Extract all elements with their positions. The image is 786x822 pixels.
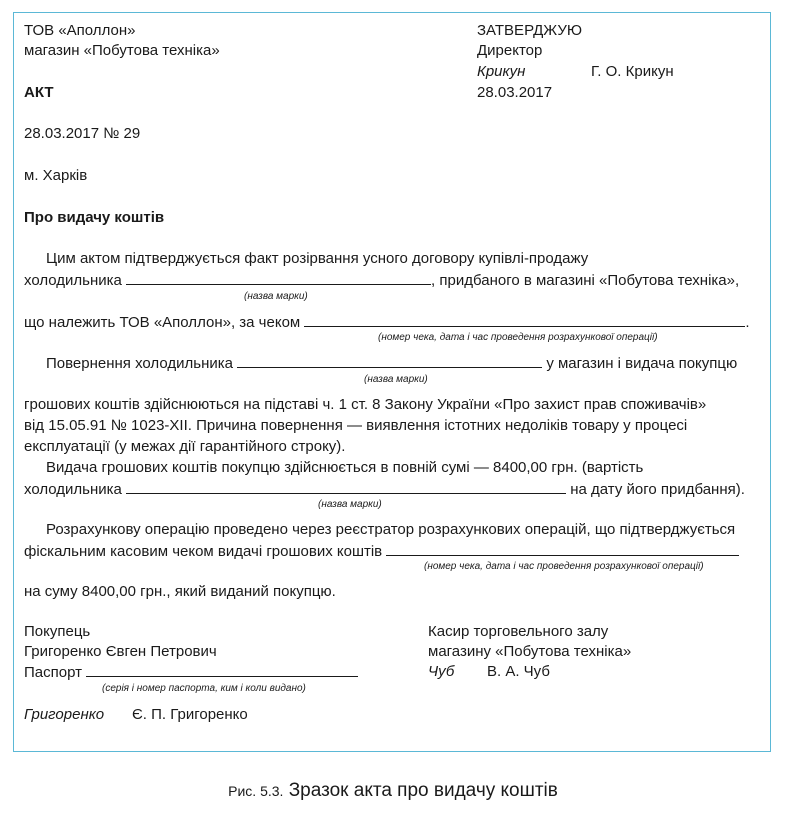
p2-line2: грошових коштів здійснюються на підставі ч. 1 ст. 8 Закону України «Про захист прав споживачів» — [24, 396, 707, 413]
cashier-signature: Чуб — [428, 663, 455, 680]
doc-date-number: 28.03.2017 № 29 — [24, 125, 141, 142]
p1-line1: Цим актом підтверджується факт розірвання усного договору купівлі-продажу — [46, 250, 589, 267]
shop-name: магазин «Побутова техніка» — [24, 42, 220, 59]
passport-label: Паспорт — [24, 664, 82, 681]
brand-blank — [126, 270, 431, 285]
hint-receipt-1: (номер чека, дата і час проведення розрахункової операції) — [378, 332, 658, 343]
cashier-short-name: В. А. Чуб — [487, 663, 550, 680]
approve-date: 28.03.2017 — [477, 84, 553, 101]
doc-type: АКТ — [24, 84, 54, 101]
p2-a: Повернення холодильника — [46, 355, 233, 372]
figure-title: Зразок акта про видачу коштів — [288, 780, 558, 801]
buyer-label: Покупець — [24, 623, 91, 640]
passport-line — [24, 662, 358, 682]
figure-number: Рис. 5.3. — [228, 783, 284, 799]
p3-line1: Видача грошових коштів покупцю здійснюється в повній сумі — 8400,00 грн. (вартість — [46, 459, 644, 476]
p4-line2-text: фіскальним касовим чеком видачі грошових коштів — [24, 543, 383, 560]
receipt-blank — [304, 312, 745, 327]
cashier-label: Касир торговельного залу — [428, 623, 609, 640]
passport-blank — [86, 662, 358, 677]
p4-line2 — [24, 541, 739, 561]
p2-b: у магазин і видача покупцю — [546, 355, 738, 372]
city: м. Харків — [24, 167, 88, 184]
p1-line3 — [24, 312, 750, 332]
figure-caption — [0, 780, 786, 802]
doc-subject: Про видачу коштів — [24, 209, 165, 226]
p1-line2-b: , придбаного в магазині «Побутова техніка», — [431, 272, 740, 289]
p2-line4: експлуатації (у межах дії гарантійного строку). — [24, 438, 346, 455]
hint-receipt-2: (номер чека, дата і час проведення розрахункової операції) — [424, 561, 704, 572]
brand-blank-2 — [237, 353, 542, 368]
org-name: ТОВ «Аполлон» — [24, 22, 136, 39]
receipt-blank-2 — [386, 541, 739, 556]
p4-line3: на суму 8400,00 грн., який виданий покупцю. — [24, 583, 336, 600]
p1-line2 — [24, 270, 739, 290]
p3-line2-b: на дату його придбання). — [570, 481, 745, 498]
brand-blank-3 — [126, 479, 566, 494]
p4-line1: Розрахункову операцію проведено через реєстратор розрахункових операцій, що підтверджується — [46, 521, 736, 538]
p3-line2-a: холодильника — [24, 481, 122, 498]
hint-brand-2: (назва марки) — [364, 374, 428, 385]
director-title: Директор — [477, 42, 543, 59]
buyer-short-name: Є. П. Григоренко — [132, 706, 248, 723]
hint-brand-1: (назва марки) — [244, 291, 308, 302]
p3-line2 — [24, 479, 745, 499]
hint-brand-3: (назва марки) — [318, 499, 382, 510]
hint-passport: (серія і номер паспорта, ким і коли видано) — [102, 683, 306, 694]
approve-label: ЗАТВЕРДЖУЮ — [477, 22, 583, 39]
p1-line3-a: що належить ТОВ «Аполлон», за чеком — [24, 314, 301, 331]
p2-line3: від 15.05.91 № 1023-XII. Причина повернення — виявлення істотних недоліків товару у процесі — [24, 417, 688, 434]
p1-line2-a: холодильника — [24, 272, 122, 289]
buyer-name: Григоренко Євген Петрович — [24, 643, 217, 660]
cashier-shop: магазину «Побутова техніка» — [428, 643, 632, 660]
director-name: Г. О. Крикун — [591, 63, 674, 80]
director-signature: Крикун — [477, 63, 526, 80]
p1-line3-end: . — [745, 314, 750, 331]
p2-line1 — [46, 353, 737, 373]
buyer-signature: Григоренко — [24, 706, 105, 723]
